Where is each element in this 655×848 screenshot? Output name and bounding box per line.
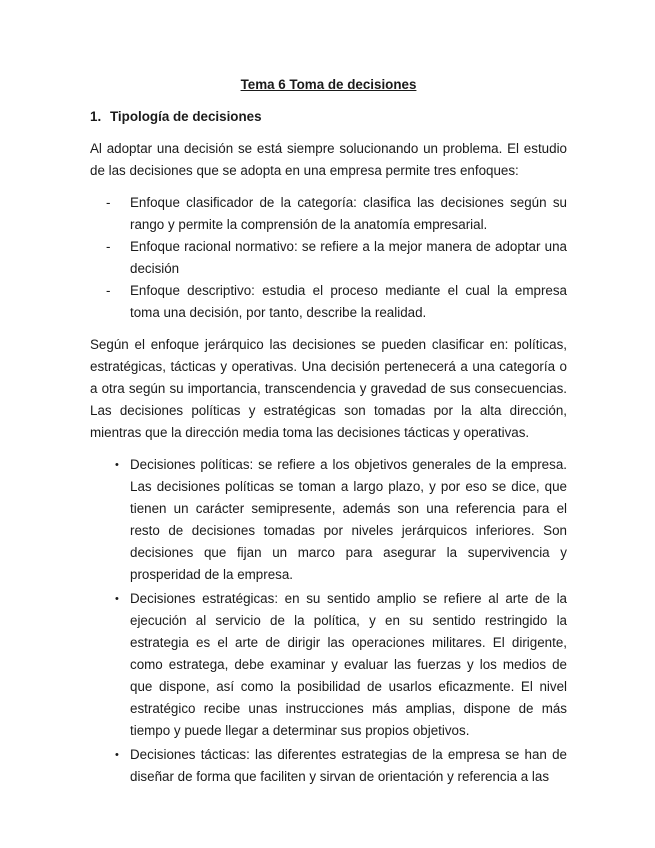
list-item bbox=[90, 588, 567, 742]
approaches-list bbox=[90, 192, 567, 324]
list-item-text: Decisiones tácticas: las diferentes estrategias de la empresa se han de diseñar de forma que faciliten y sirvan de orientación y referencia a las bbox=[130, 747, 567, 784]
dash-marker: - bbox=[106, 283, 111, 298]
list-item-text: Decisiones políticas: se refiere a los objetivos generales de la empresa. Las decisiones políticas se toman a largo plazo, y por eso se dice, que tienen un carácter semipresente, además son una referencia para el resto de decisiones tomadas por niveles jerárquicos inferiores. Son decisiones que fijan un marco para asegurar la supervivencia y prosperidad de la empresa. bbox=[130, 457, 567, 582]
list-item-text: Enfoque racional normativo: se refiere a la mejor manera de adoptar una decisión bbox=[130, 239, 567, 276]
list-item-text: Enfoque descriptivo: estudia el proceso mediante el cual la empresa toma una decisión, por tanto, describe la realidad. bbox=[130, 283, 567, 320]
list-item bbox=[90, 454, 567, 586]
hierarchy-paragraph: Según el enfoque jerárquico las decisiones se pueden clasificar en: políticas, estratégicas, tácticas y operativas. Una decisión pertenecerá a una categoría o a otra según su importancia, transcendencia y gravedad de sus consecuencias. Las decisiones políticas y estratégicas son tomadas por la alta dirección, mientras que la dirección media toma las decisiones tácticas y operativas. bbox=[90, 337, 567, 440]
dash-marker: - bbox=[106, 195, 111, 210]
list-item bbox=[90, 280, 567, 324]
list-item bbox=[90, 192, 567, 236]
intro-paragraph: Al adoptar una decisión se está siempre solucionando un problema. El estudio de las decisiones que se adopta en una empresa permite tres enfoques: bbox=[90, 141, 567, 178]
list-item-text: Enfoque clasificador de la categoría: clasifica las decisiones según su rango y permite la comprensión de la anatomía empresarial. bbox=[130, 195, 567, 232]
section-number: 1. bbox=[90, 109, 102, 124]
document-title: Tema 6 Toma de decisiones bbox=[240, 77, 417, 92]
decision-types-list bbox=[90, 454, 567, 788]
bullet-marker: • bbox=[115, 749, 119, 761]
bullet-marker: • bbox=[115, 459, 119, 471]
list-item-text: Decisiones estratégicas: en su sentido amplio se refiere al arte de la ejecución al servicio de la política, y en su sentido restringido la estrategia es el arte de dirigir las operaciones militares. El dirigente, como estratega, debe examinar y evaluar las fuerzas y los medios de que dispone, así como la posibilidad de usarlos eficazmente. El nivel estratégico recibe unas instrucciones más amplias, dispone de más tiempo y puede llegar a determinar sus propios objetivos. bbox=[130, 591, 567, 738]
section-title: Tipología de decisiones bbox=[110, 109, 262, 124]
list-item bbox=[90, 236, 567, 280]
dash-marker: - bbox=[106, 239, 111, 254]
list-item bbox=[90, 744, 567, 788]
bullet-marker: • bbox=[115, 593, 119, 605]
section-heading bbox=[90, 106, 567, 128]
